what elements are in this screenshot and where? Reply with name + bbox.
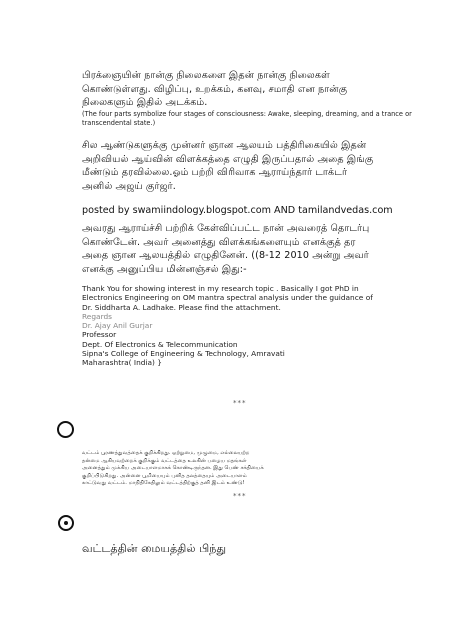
english-note: (The four parts symbolize four stages of consciousness: Awake, sleeping, dreaming, and a trance or transcendental state.): [82, 110, 412, 127]
separator: ***: [233, 492, 247, 500]
caption-line: காட்டுவது வட்டம். மாநிதிகேதிலும் வட்டத்திற்குத் தனி இடம் உண்டு!: [82, 480, 245, 487]
signer-dept: Dept. Of Electronics & Telecommunication: [82, 339, 238, 349]
signer-state: Maharashtra( India) }: [82, 358, 162, 368]
text-line: பிரக்ஞையின் நான்கு நிலைகளை இதன் நான்கு நிலைகள்: [82, 70, 330, 81]
text-line: அதை ஞான ஆலயத்தில் எழுதினேன். ((8-12 2010 அன்று அவர்: [82, 250, 369, 261]
paragraph-four-stages: [82, 69, 452, 110]
text-line: அவரது ஆராய்ச்சி பற்றிக் கேள்விப்பட்ட நான் அவரைத் தொடர்பு: [82, 223, 370, 234]
paragraph-research: [82, 139, 452, 193]
text-line: எனக்கு அனுப்பிய மின்னஞ்சல் இது:-: [82, 263, 247, 275]
text-line: சில ஆண்டுகளுக்கு முன்னர் ஞான ஆலயம் பத்திரிகையில் இதன்: [82, 140, 367, 151]
circle-caption: [82, 450, 452, 488]
text-line: கொண்டேன். அவர் அனைத்து விளக்கங்களையும் எனக்குத் தர: [82, 236, 356, 248]
text-line: கொண்டுள்ளது. விழிப்பு, உறக்கம், கனவு, சமாதி என நான்கு: [82, 83, 348, 95]
caption-line: தன்மை ஆகியவற்றைக் குறிக்கும் வட்டத்தை உலகின் பழைய மதங்கள்: [82, 457, 247, 464]
caption-line: குறிப்பிடுகிறது. அன்னை பூமியையும் புனித தலத்தையும் அடையாளம்: [82, 472, 247, 479]
regards: Regards: [82, 311, 113, 321]
caption-line: அனைத்தும் முக்கிய அடையாளமாகக் கொண்டிருந்தன. இது பெண் சக்தியைக்: [82, 465, 264, 472]
signer-college: Sipna's College of Engineering & Technology, Amravati: [82, 349, 285, 359]
separator: ***: [233, 399, 247, 407]
circle-icon: [57, 421, 74, 438]
signer-title: Professor: [82, 330, 117, 340]
signer-name: Dr. Ajay Anil Gurjar: [82, 321, 153, 331]
bindu-icon: [58, 515, 74, 531]
posted-by: posted by swamiindology.blogspot.com AND tamilandvedas.com: [82, 205, 393, 216]
email-letter: [82, 284, 452, 368]
text-line: நிலைகளும் இதில் அடக்கம்.: [82, 97, 208, 108]
letter-line: Electronics Engineering on OM mantra spectral analysis under the guidance of: [82, 293, 373, 303]
text-line: அனில் அஜய் குர்ஜர்.: [82, 180, 176, 192]
letter-line: Dr. Siddharta A. Ladhake. Please find the attachment.: [82, 302, 281, 312]
letter-line: Thank You for showing interest in my research topic . Basically I got PhD in: [82, 284, 359, 293]
text-line: அறிவியல் ஆய்வின் விளக்கத்தை எழுதி இருப்பதால் அதை இங்கு: [82, 153, 374, 165]
paragraph-contact: [82, 222, 452, 276]
dot-heading: வட்டத்தின் மையத்தில் பிந்து: [82, 542, 227, 555]
text-line: மீண்டும் தரவில்லை.ஓம் பற்றி விரிவாக ஆராய்ந்தார் டாக்டர்: [82, 167, 348, 178]
caption-line: வட்டம் பூரணத்துவத்தைக் குறிக்கிறது. ஒற்றுமை, முழுமை, எல்லையற்ற: [82, 450, 250, 456]
